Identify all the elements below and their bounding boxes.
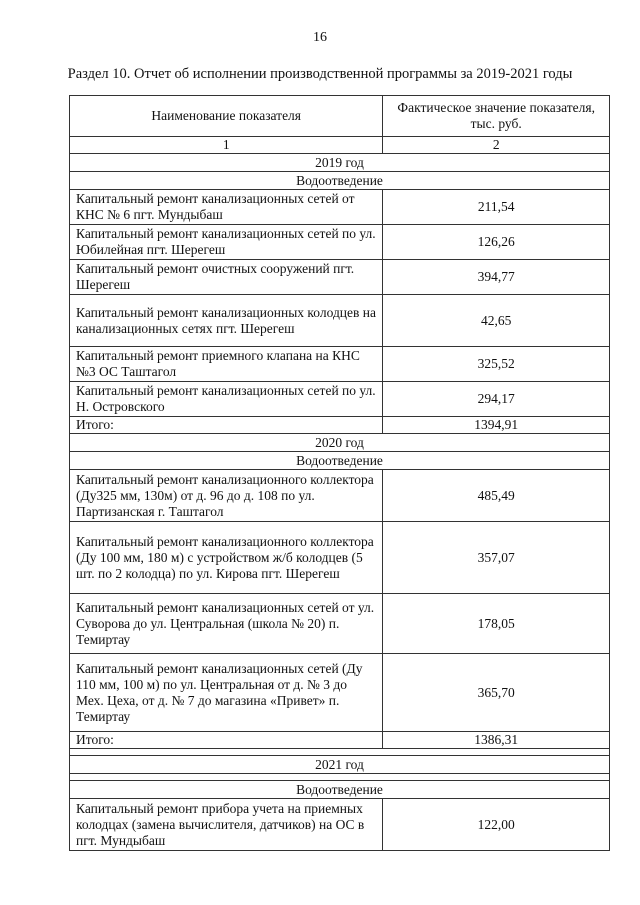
section-title: Раздел 10. Отчет об исполнении производственной программы за 2019-2021 годы [67, 66, 573, 82]
total-row [70, 732, 610, 749]
row-name: Капитальный ремонт прибора учета на приемных колодцах (замена вычислителя, датчиков) на ОС в пгт. Мундыбаш [70, 799, 383, 851]
spacer-row [70, 749, 610, 756]
header-actual-value: Фактическое значение показателя, тыс. руб. [383, 96, 610, 137]
total-value: 1394,91 [383, 417, 610, 434]
year-label: 2021 год [70, 756, 610, 774]
row-name: Капитальный ремонт очистных сооружений пгт. Шерегеш [70, 260, 383, 295]
row-name: Капитальный ремонт канализационных сетей по ул. Юбилейная пгт. Шерегеш [70, 225, 383, 260]
header-row [70, 96, 610, 137]
row-value: 394,77 [383, 260, 610, 295]
row-value: 211,54 [383, 190, 610, 225]
year-row [70, 434, 610, 452]
report-table [69, 95, 610, 851]
category-row [70, 172, 610, 190]
category-row [70, 452, 610, 470]
table-row [70, 295, 610, 347]
row-value: 42,65 [383, 295, 610, 347]
table-row [70, 522, 610, 594]
header-indicator-name: Наименование показателя [70, 96, 383, 137]
row-value: 357,07 [383, 522, 610, 594]
row-value: 126,26 [383, 225, 610, 260]
year-label: 2020 год [70, 434, 610, 452]
table-row [70, 190, 610, 225]
spacer-row [70, 774, 610, 781]
row-name: Капитальный ремонт канализационных сетей от ул. Суворова до ул. Центральная (школа № 20) п. Темиртау [70, 594, 383, 654]
row-name: Капитальный ремонт канализационных сетей (Ду 110 мм, 100 м) по ул. Центральная от д. № 3 до Мех. Цеха, от д. № 7 до магазина «Привет» п. Темиртау [70, 654, 383, 732]
year-label: 2019 год [70, 154, 610, 172]
row-name: Капитальный ремонт канализационных сетей от КНС № 6 пгт. Мундыбаш [70, 190, 383, 225]
column-number-2: 2 [383, 137, 610, 154]
table-row [70, 225, 610, 260]
row-value: 485,49 [383, 470, 610, 522]
row-value: 122,00 [383, 799, 610, 851]
total-label: Итого: [70, 417, 383, 434]
table-row [70, 594, 610, 654]
row-name: Капитальный ремонт приемного клапана на КНС №3 ОС Таштагол [70, 347, 383, 382]
table-row [70, 470, 610, 522]
row-value: 365,70 [383, 654, 610, 732]
category-row [70, 781, 610, 799]
table-row [70, 260, 610, 295]
category-label: Водоотведение [70, 172, 610, 190]
year-row [70, 756, 610, 774]
category-label: Водоотведение [70, 452, 610, 470]
total-label: Итого: [70, 732, 383, 749]
column-number-row [70, 137, 610, 154]
category-label: Водоотведение [70, 781, 610, 799]
table-row [70, 799, 610, 851]
year-row [70, 154, 610, 172]
table-row [70, 382, 610, 417]
row-name: Капитальный ремонт канализационных сетей по ул. Н. Островского [70, 382, 383, 417]
total-value: 1386,31 [383, 732, 610, 749]
spacer-cell [70, 749, 610, 756]
row-value: 178,05 [383, 594, 610, 654]
row-name: Капитальный ремонт канализационного коллектора (Ду 100 мм, 180 м) с устройством ж/б колодцев (5 шт. по 2 колодца) по ул. Кирова пгт. Шерегеш [70, 522, 383, 594]
row-value: 294,17 [383, 382, 610, 417]
total-row [70, 417, 610, 434]
row-name: Капитальный ремонт канализационного коллектора (Ду325 мм, 130м) от д. 96 до д. 108 по ул. Партизанская г. Таштагол [70, 470, 383, 522]
row-value: 325,52 [383, 347, 610, 382]
row-name: Капитальный ремонт канализационных колодцев на канализационных сетях пгт. Шерегеш [70, 295, 383, 347]
page-number: 16 [313, 30, 327, 45]
column-number-1: 1 [70, 137, 383, 154]
spacer-cell [70, 774, 610, 781]
table-row [70, 347, 610, 382]
table-row [70, 654, 610, 732]
